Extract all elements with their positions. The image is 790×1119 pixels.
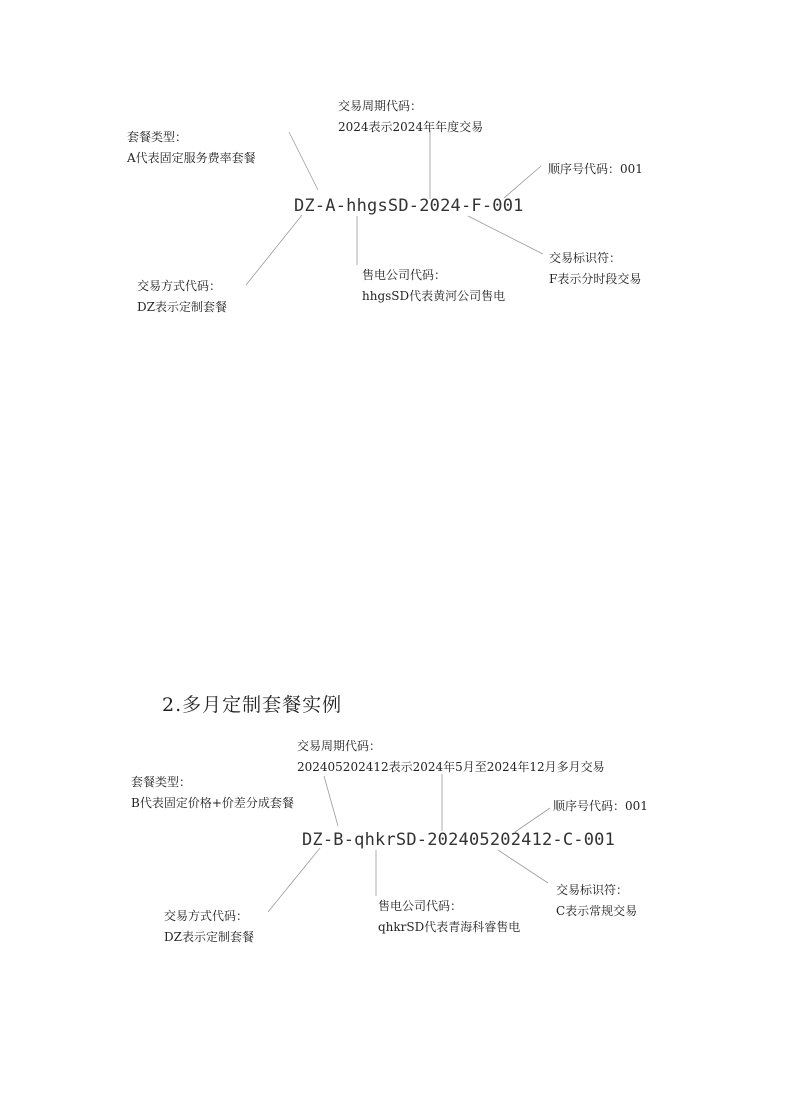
- connector-trade-flag-1: [468, 216, 543, 254]
- connector-sequence-2: [515, 808, 550, 832]
- period-title: 交易周期代码：: [297, 739, 382, 753]
- period-desc: 202405202412表示2024年5月至2024年12月多月交易: [297, 760, 605, 774]
- package-type-desc: A代表固定服务费率套餐: [127, 151, 256, 165]
- connector-package-type-1: [289, 132, 318, 190]
- package-type-title: 套餐类型：: [127, 130, 188, 144]
- company-label-1: [362, 265, 505, 307]
- period-label-1: [338, 96, 483, 138]
- trade-flag-desc: F表示分时段交易: [549, 272, 642, 286]
- period-desc: 2024表示2024年年度交易: [338, 120, 484, 134]
- sequence-title: 顺序号代码：: [553, 799, 626, 813]
- trade-flag-label-1: [549, 248, 641, 290]
- trade-mode-title: 交易方式代码：: [137, 279, 222, 293]
- period-title: 交易周期代码：: [338, 99, 423, 113]
- trade-flag-title: 交易标识符：: [549, 251, 622, 265]
- connector-trade-flag-2: [498, 850, 548, 883]
- sequence-label-2: [553, 796, 648, 817]
- connector-sequence-1: [504, 166, 541, 198]
- trade-mode-label-2: [164, 906, 254, 948]
- sequence-title: 顺序号代码：: [548, 162, 621, 176]
- code-string-2: DZ-B-qhkrSD-202405202412-C-001: [302, 830, 616, 850]
- trade-flag-label-2: [556, 880, 637, 922]
- company-desc: qhkrSD代表青海科睿售电: [378, 920, 521, 934]
- trade-flag-desc: C表示常规交易: [556, 904, 638, 918]
- trade-mode-desc: DZ表示定制套餐: [137, 300, 227, 314]
- company-title: 售电公司代码：: [378, 899, 463, 913]
- trade-mode-title: 交易方式代码：: [164, 909, 249, 923]
- period-label-2: [297, 736, 605, 778]
- package-type-desc: B代表固定价格+价差分成套餐: [131, 796, 294, 810]
- company-title: 售电公司代码：: [362, 268, 447, 282]
- sequence-value: 001: [625, 799, 648, 813]
- sequence-label-1: [548, 159, 643, 180]
- trade-mode-label-1: [137, 276, 227, 318]
- company-label-2: [378, 896, 520, 938]
- trade-mode-desc: DZ表示定制套餐: [164, 930, 254, 944]
- connector-package-type-2: [324, 776, 338, 826]
- section-heading: 2.多月定制套餐实例: [162, 694, 343, 716]
- package-type-label-1: [127, 127, 256, 169]
- trade-flag-title: 交易标识符：: [556, 883, 629, 897]
- package-type-label-2: [131, 772, 294, 814]
- connector-trade-mode-1: [246, 215, 302, 285]
- connector-trade-mode-2: [268, 848, 320, 912]
- package-type-title: 套餐类型：: [131, 775, 192, 789]
- sequence-value: 001: [620, 162, 643, 176]
- code-string-1: DZ-A-hhgsSD-2024-F-001: [294, 196, 524, 216]
- company-desc: hhgsSD代表黄河公司售电: [362, 289, 506, 303]
